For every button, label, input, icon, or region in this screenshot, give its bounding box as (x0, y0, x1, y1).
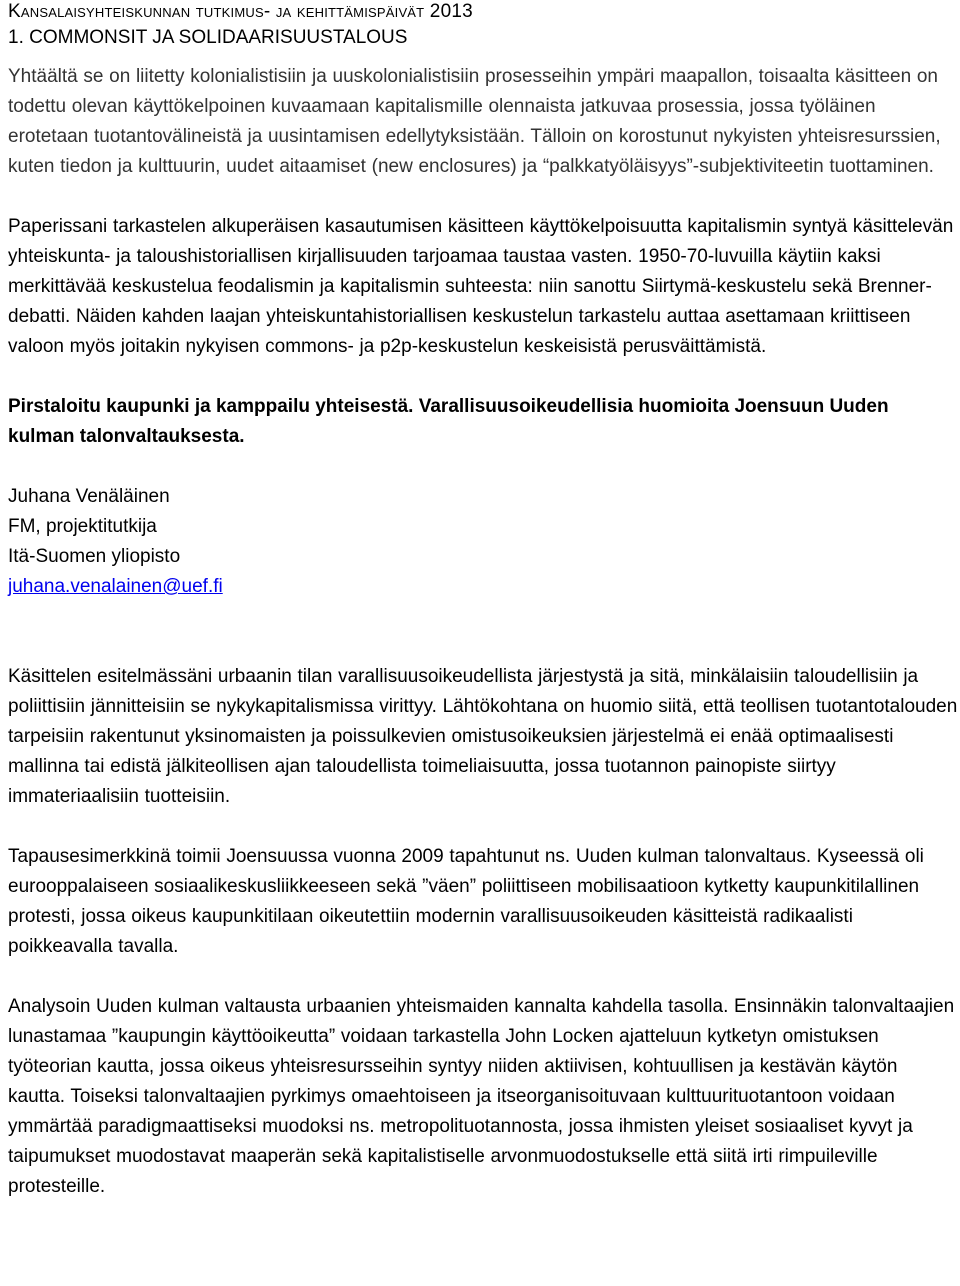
section-heading: 1. COMMONSIT JA SOLIDAARISUUSTALOUS (8, 27, 408, 48)
author-name: Juhana Venäläinen (8, 486, 170, 507)
conference-header: Kansalaisyhteiskunnan tutkimus- ja kehittämispäivät 2013 (8, 1, 473, 22)
abstract-paragraph-2: Tapausesimerkkinä toimii Joensuussa vuonna 2009 tapahtunut ns. Uuden kulman talonvaltaus. Kyseessä oli eurooppalaiseen sosiaalikeskusliikkeeseen sekä ”väen” poliittiseen mobilisaatioon kytketty kaupunkitilallinen protesti, jossa oikeus kaupunkitilaan oikeutettiin modernin varallisuusoikeuden käsitteistä radikaalisti poikkeavalla tavalla. (8, 846, 924, 957)
author-email-link[interactable]: juhana.venalainen@uef.fi (8, 576, 223, 597)
abstract-title: Pirstaloitu kaupunki ja kamppailu yhteisestä. Varallisuusoikeudellisia huomioita Joensuun Uuden kulman talonvaltauksesta. (8, 396, 889, 447)
intro-paragraph-1: Yhtäältä se on liitetty kolonialistisiin ja uuskolonialistisiin prosesseihin ympäri maapallon, toisaalta käsitteen on todettu olevan käyttökelpoinen kuvaamaan kapitalismille olennaista jatkuvaa prosessia, jossa työläinen erotetaan tuotantovälineistä ja uusintamisen edellytyksistään. Tälloin on korostunut nykyisten yhteisresurssien, kuten tiedon ja kulttuurin, uudet aitaamiset (new enclosures) ja “palkkatyöläisyys”-subjektiviteetin tuottaminen. (8, 66, 941, 177)
author-affiliation: Itä-Suomen yliopisto (8, 546, 181, 567)
abstract-paragraph-3: Analysoin Uuden kulman valtausta urbaanien yhteismaiden kannalta kahdella tasolla. Ensinnäkin talonvaltaajien lunastamaa ”kaupungin käyttöoikeutta” voidaan tarkastella John Locken ajatteluun kytketyn omistuksen työteorian kautta, jossa oikeus yhteisresursseihin syntyy niiden aktiivisen, kohtuullisen ja kestävän käytön kautta. Toiseksi talonvaltaajien pyrkimys omaehtoiseen ja itseorganisoituvaan kulttuurituotantoon voidaan ymmärtää paradigmaattiseksi muodoksi ns. metropolituotannosta, jossa ihmisten yleiset sosiaaliset kyvyt ja taipumukset muodostavat maaperän sekä kapitalistiselle arvonmuodostukselle että siitä irti rimpuileville protesteille. (8, 996, 955, 1197)
author-title: FM, projektitutkija (8, 516, 157, 537)
intro-paragraph-2: Paperissani tarkastelen alkuperäisen kasautumisen käsitteen käyttökelpoisuutta kapitalismin syntyä käsittelevän yhteiskunta- ja taloushistoriallisen kirjallisuuden tarjoamaa taustaa vasten. 1950-70-luvuilla käytiin kaksi merkittävää keskustelua feodalismin ja kapitalismin suhteesta: niin sanottu Siirtymä-keskustelu sekä Brenner-debatti. Näiden kahden laajan yhteiskuntahistoriallisen keskustelun tarkastelu auttaa asettamaan kriittiseen valoon myös joitakin nykyisen commons- ja p2p-keskustelun keskeisistä perusväittämistä. (8, 216, 954, 357)
document-page (8, 0, 958, 1202)
abstract-paragraph-1: Käsittelen esitelmässäni urbaanin tilan varallisuusoikeudellista järjestystä ja sitä, minkälaisiin taloudellisiin ja poliittisiin jännitteisiin se nykykapitalismissa virittyy. Lähtökohtana on huomio siitä, että teollisen tuotantotalouden tarpeisiin rakentunut yksinomaisten ja poissulkevien omistusoikeuksien järjestelmä ei enää optimaalisesti mallinna tai edistä jälkiteollisen ajan taloudellista toimeliaisuutta, jossa tuotannon painopiste siirtyy immateriaalisiin tuotteisiin. (8, 666, 958, 807)
